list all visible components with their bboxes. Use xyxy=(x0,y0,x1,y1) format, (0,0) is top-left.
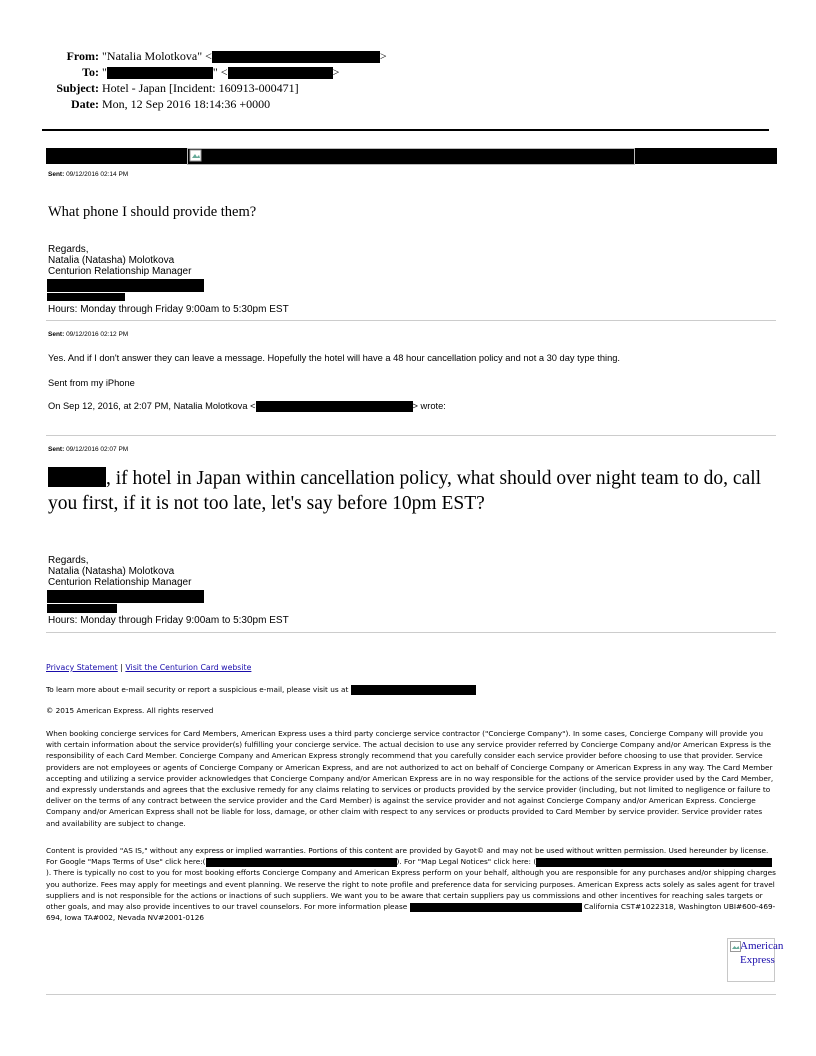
message-divider xyxy=(46,320,776,321)
redaction-block xyxy=(47,293,125,301)
privacy-statement-link[interactable]: Privacy Statement xyxy=(46,663,118,672)
link-separator: | xyxy=(120,663,123,672)
date-label: Date: xyxy=(71,97,99,111)
redaction-block xyxy=(410,903,582,912)
message-text: , if hotel in Japan within cancellation policy, what should over night team to do, call you first, if it is not too late, let's say before 10pm EST? xyxy=(48,468,762,514)
sig-title: Centurion Relationship Manager xyxy=(48,266,192,277)
redaction-block xyxy=(212,51,380,63)
sig-regards: Regards, xyxy=(48,244,89,255)
to-label: To: xyxy=(82,65,99,79)
from-value: "Natalia Molotkova" < xyxy=(102,49,212,63)
disclaimer-paragraph: When booking concierge services for Card Members, American Express uses a third party concierge service contractor ("Concierge Company"). In some cases, Concierge Company will provide you with certain information about the service provider(s) fulfilling your concierge service. The actual decision to use any service provider referred by Concierge Company and/or American Express is the responsibility of each Card Member. Concierge Company and American Express strongly recommend that you carefully consider each service provider before choosing to use that provider. Service providers are not employees or agents of Concierge Company or American Express, and are not authorized to act on behalf of Concierge Company or American Express in any way. The Card Member accepting and utilizing a service provider acknowledges that Concierge Company and/or American Express are in no way responsible for the actions of the service provider used by the Card Member, and expressly understands and agrees that the exclusive remedy for any claims relating to services or products provided by the service provider (including, but not limited to negligence or failure to deliver on the terms of any contract between the service provider and the Card Member) is against the service provider and not against Concierge Company and/or American Express. Concierge Company and/or American Express shall not be liable for loss, damage, or other claim with respect to any services or products provided to Card Member by service provider. Service provider rates and availability are subject to change. xyxy=(46,729,774,828)
broken-image-icon xyxy=(187,148,635,165)
sent-value: 09/12/2016 02:07 PM xyxy=(66,446,129,453)
footer-links xyxy=(46,663,251,672)
sig-name: Natalia (Natasha) Molotkova xyxy=(48,566,175,577)
security-line xyxy=(46,685,476,695)
message-body xyxy=(48,466,776,516)
subject-value: Hotel - Japan [Incident: 160913-000471] xyxy=(102,81,299,95)
redaction-block xyxy=(206,858,397,867)
from-label: From: xyxy=(66,49,99,63)
content-part-3: ). There is typically no cost to you for most booking efforts Concierge Company and American Express perform on your behalf, although you are responsible for any purchases and/or shipping charges you authorize. Fees may apply for meetings and event planning. We reserve the right to note profile and preference data for servicing purposes. American Express acts solely as sales agent for travel suppliers and is not responsible for the actions or inactions of such suppliers. We want you to be aware that certain suppliers pay us commissions and other incentives for reaching sales targets or other goals, and may also provide incentives to our travel counselors. For more information please xyxy=(46,868,776,912)
from-end: > xyxy=(379,49,387,63)
to-end: > xyxy=(332,65,340,79)
copyright: © 2015 American Express. All rights reserved xyxy=(46,706,214,715)
sent-value: 09/12/2016 02:14 PM xyxy=(66,171,129,178)
to-mid: " < xyxy=(212,65,228,79)
quote-post: > wrote: xyxy=(412,401,446,411)
security-text: To learn more about e-mail security or report a suspicious e-mail, please visit us at xyxy=(46,685,349,694)
from-row xyxy=(56,48,456,64)
sent-label: Sent: xyxy=(48,331,65,338)
redaction-block xyxy=(48,467,106,487)
message-body: What phone I should provide them? xyxy=(48,204,257,220)
message-divider xyxy=(46,632,776,633)
sig-hours: Hours: Monday through Friday 9:00am to 5:30pm EST xyxy=(48,615,289,626)
sent-label: Sent: xyxy=(48,446,65,453)
image-placeholder-icon xyxy=(189,149,203,163)
date-value: Mon, 12 Sep 2016 18:14:36 +0000 xyxy=(102,97,271,111)
subject-label: Subject: xyxy=(56,81,99,95)
footer-divider xyxy=(46,994,776,995)
subject-row xyxy=(56,80,456,96)
date-row xyxy=(56,96,456,112)
sig-title: Centurion Relationship Manager xyxy=(48,577,192,588)
redaction-block xyxy=(536,858,772,867)
content-part-4: California CST#1022318, Washington UBI#600-469-694, Iowa TA#002, Nevada NV#2001-0126 xyxy=(46,902,776,923)
sent-line xyxy=(48,446,128,453)
redaction-block xyxy=(47,590,204,603)
redaction-block xyxy=(351,685,476,695)
to-open: " xyxy=(102,65,107,79)
sent-label: Sent: xyxy=(48,171,65,178)
content-paragraph xyxy=(46,845,776,923)
amex-logo-image xyxy=(727,938,784,982)
redaction-block xyxy=(47,279,204,292)
message-divider xyxy=(46,435,776,436)
signature xyxy=(48,555,191,588)
content-part-1: Content is provided "AS IS," without any express or implied warranties. Portions of this content are provided by Gayot© and may not be used without written permission. Used hereunder by license. For Google "Maps Terms of Use" click here:( xyxy=(46,846,769,867)
sig-hours: Hours: Monday through Friday 9:00am to 5:30pm EST xyxy=(48,304,289,315)
sent-value: 09/12/2016 02:12 PM xyxy=(66,331,129,338)
email-header xyxy=(56,48,456,112)
to-row xyxy=(56,64,456,80)
sent-line xyxy=(48,171,128,178)
content-open-paren: ( xyxy=(533,857,537,867)
quote-line xyxy=(48,401,446,412)
quote-pre: On Sep 12, 2016, at 2:07 PM, Natalia Molotkova < xyxy=(48,401,256,411)
content-part-2: ). For "Map Legal Notices" click here: xyxy=(396,857,531,867)
signature xyxy=(48,244,191,277)
centurion-card-link[interactable]: Visit the Centurion Card website xyxy=(125,663,252,672)
message-body: Yes. And if I don't answer they can leave a message. Hopefully the hotel will have a 48 hour cancellation policy and not a 30 day type thing. xyxy=(48,353,621,363)
header-divider xyxy=(42,129,769,131)
sig-name: Natalia (Natasha) Molotkova xyxy=(48,255,175,266)
sent-from-line: Sent from my iPhone xyxy=(48,378,135,388)
redaction-block xyxy=(47,604,117,613)
broken-image-icon xyxy=(730,941,742,953)
redaction-block xyxy=(107,67,213,79)
sent-line xyxy=(48,331,128,338)
redaction-block xyxy=(228,67,333,79)
redaction-block xyxy=(256,401,413,412)
logo-alt-text: American Express xyxy=(740,940,784,966)
sig-regards: Regards, xyxy=(48,555,89,566)
